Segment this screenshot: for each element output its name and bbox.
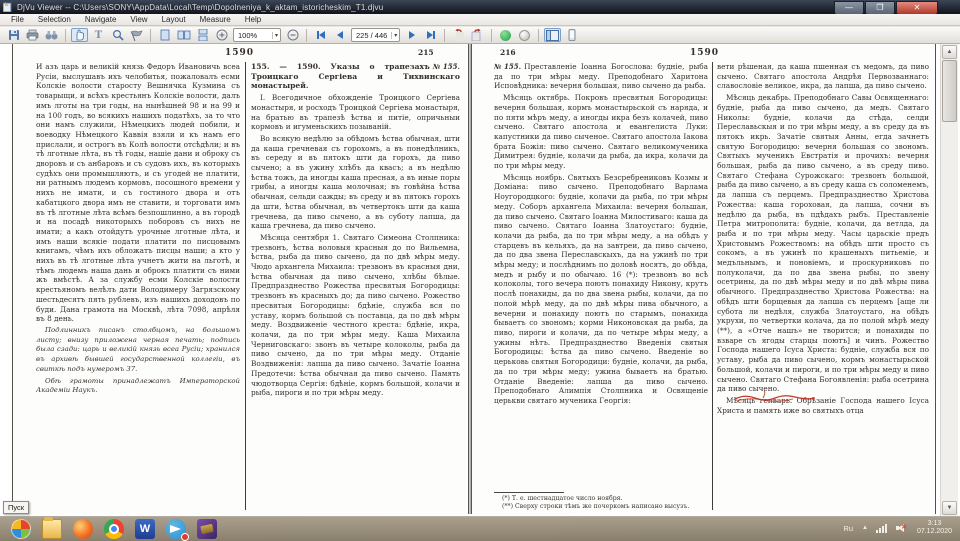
scan-paragraph: Мѣсяць декабрь. Преподобнаго Савы Освященнаго: будніе, рыба да пиво сычено, да медъ. Святаго Николы: будніе, колачи да стѣда, селди Переславьскыя и по три мѣры меду, а въ среду да въ пятокъ икрь. Зачатіе святыя Анны, егда зачнетъ святую Богородицю: вечерня большая со звономъ. Святыхъ мученикъ Евстратія и прочихъ: вечерня большая, рыба да пиво сычено, а въ среду пиво. Святаго Стефана Сурожскаго: трезвонъ большой, рыба да пиво сычено, а въ среду каша съ соломенемъ, да лапша съ перцемъ. Предпразднество Христова Рожества: каша гороховая, да лапша, сочни въ недѣлю да рыба, въ пдѣдахъ рыбъ. Преставленіе Петра митрополита: будніе, колачи, да ветлда, да рыба и по три мѣры меду. Часы царьскіе предъ Христовымъ Рожествомъ: на обѣдъ шти просто съ сокомъ, а въ ужинѣ по крашеныхъ питьеміе, и медъльнымъ, и поновіемъ, и проскурниковъ по полуколачи, да по два звена рыбы, по звену осетрины, да по двѣ мѣры меду и по двѣ мѣры пива обычного. Предпразднество Христова Рожества: на обѣдъ шти борщевыя да лапша съ перцемъ [аще ли субота ли недѣля, служба Златоустаго, на обѣдъ укрухи, по четвертки колача, да по полой мѣрѣ меду (**), а «Отче нашъ» не творится; и понахиды по взваре съ ягоды старцы поютъ] и чинъ. Рожество Господа нашего Ісуса Христа: будніе, служба вся по уставу, рыба да пиво сычено, кормъ монастырьской большой, колачи и пироги, и по три мѣры меду и пиво сычено. Святаго Стефана Богоявленія: рыба осетрина да пиво сычено. xyxy=(717,93,929,394)
scan-paragraph: вети рѣшеная, да каша пшенная съ медомъ, да пиво сычено. Святаго апостола Андрѣя Первозваннаго: славословіе великое, икра, да лапша, да пиво сычено. xyxy=(717,62,929,91)
right-page-number: 216 xyxy=(500,48,516,57)
scan-paragraph: Мѣсяць октябрь. Покровъ пресвятыя Богородицы: вечерня большая, кормъ монастырьской съ наряда, и по пяти мѣръ меду, а иногды икра безъ колачей, пиво сычено. Святаго апостола и евангелиста Луки: капустники да пиво сыченое. Святаго апостола Іакова брата Божія: пиво сычено. Святаго великомученика Димитрея: будніе, колачи да рыба, да икра, колачи да по три мѣры меду. xyxy=(494,93,708,171)
previous-page-button[interactable] xyxy=(331,28,348,42)
scan-source-note: Подлинникъ писанъ столбцомъ, на большомъ листу; внизу приложена черная печать; подпись была сзади: царь и великій князь всеа Русіи; хранился въ архивѣ бывшей государственной коллегіи, въ свиткѣ подъ нумеромъ 37. xyxy=(36,325,240,373)
scan-paragraph: И азъ царь и великій князь Федоръ Ивановичь всеа Русіи, выслушавъ ихъ челобитья, пожаловалъ есми Колскіе волости старосту Вешнячка Кузмина съ товарыщи, и всѣхъ крестьянъ Колскіе волости, далъ имъ лготы на три годы, на нынѣшней 98 и на 99 и на 100 годъ, во всякихъ нашихъ податѣхъ, за то что они намъ служили, Нѣмецкихъ людей побили, и воеводку Нѣмецкого Каввія взяли и къ намъ его прислали, и острогъ въ Колѣ волости отсѣдѣли; и въ тѣ лготные лѣта, въ тѣ годы, нашіе дани и оброку съ дворовъ и съ анбаровъ и съ судовъ ихъ, въ которыхъ судѣхъ они промышляютъ, и съ угодей не платити, ни ратнымъ людемъ кормовъ, посошного времени у нихъ не имати, и съ гостиного двора и отъ кабатцкого двора имъ не ставити, и торговати имъ въ тѣ лготные лѣта всѣмъ безпошлинно, а въ городѣ и на посадѣ никоторыхъ поборовъ съ нихъ не имати; а какъ отойдутъ урочные лготные лѣта, и имъ наши всякіе подати платити по писцовымъ книгамъ, чѣмъ ихъ обложатъ писцы наши; а кто у нихъ въ тѣ лготные лѣта учнетъ жити на льготѣ, и тѣмъ людемъ наша дань и оброкъ платити съ ними жъ вмѣстѣ. А за службу есми Колскіе волости крестьяномъ велѣлъ дати Володимеру Загрязскому шестьдесятъ пять рублевъ, изъ нашихъ доходовъ по буди. Дана грамота на Москвѣ, лѣта 7098, апрѣля въ 8 день. xyxy=(36,62,240,324)
reader-mode-button[interactable] xyxy=(563,28,580,42)
search-binoculars-icon[interactable] xyxy=(43,28,60,42)
right-page-edge xyxy=(935,44,936,514)
network-signal-icon[interactable] xyxy=(876,523,888,533)
menu-file[interactable]: File xyxy=(11,14,24,24)
document-number-margin: № 155. xyxy=(432,62,460,71)
scan-paragraph: Мѣсяца сентября 1. Святаго Симеона Столпника: трезвонъ, ѣства воловыя красныя до по Вильемна, ѣства, рыба да пиво сычено, да по двѣ мѣры меду. Чюдо архангела Михаила: трезвонъ въ красныя дни, ѣства обычная да пиво сычено, хлѣбы бѣлые. Предпразднество Рожества пресвятыя Богородицы: трезвонъ въ красныхъ до; да пиво сычено. Рожество пресвятыя Богородицы: бдѣніе, служба вся по уставу, кормъ большой съ поставца, да по двѣ мѣры меду. Воздвиженіе честного креста: бдѣніе, икра, колачи, да по три мѣры меду. Каша Михаила Черниговскаго: звонъ въ четыре колоколы, рыба да пиво сычено, да по три мѣры меду. Отданіе Воздвиженія: лапша да пиво сычено. Зачатіе Іоанна Предотечи: ѣства обычная да пиво сычено. Память чюдотворца Сергія: бдѣніе, кормъ большой, колачи и рыба, пироги и по три мѣры меду. xyxy=(251,232,460,398)
zoom-in-icon[interactable] xyxy=(213,28,230,42)
title-bar[interactable] xyxy=(0,0,960,14)
rotate-left-button[interactable] xyxy=(450,28,467,42)
menu-navigate[interactable]: Navigate xyxy=(84,14,117,24)
footnotes-block xyxy=(494,492,708,510)
firefox-icon[interactable] xyxy=(73,519,93,539)
scan-paragraph xyxy=(494,62,708,91)
text-tool-glyph: T xyxy=(94,29,103,41)
footnote: (**) Сверху строки тѣмъ же почеркомъ написано высузъ. xyxy=(502,502,690,510)
tray-time: 3:13 xyxy=(927,520,942,527)
word-icon[interactable]: W xyxy=(135,519,155,539)
toolbar-separator xyxy=(65,29,66,42)
snapshot-tool-button[interactable] xyxy=(128,28,145,42)
last-page-button[interactable] xyxy=(422,28,439,42)
layout-single-page-button[interactable] xyxy=(156,28,173,42)
toolbar-separator xyxy=(538,29,539,42)
sidebar-toggle-button[interactable] xyxy=(544,28,561,42)
zoom-level-value: 100% xyxy=(238,30,258,40)
scan-source-note: Обѣ грамоты принадлежатъ Императорской Академіи Наукъ. xyxy=(36,376,240,395)
telegram-plane-glyph xyxy=(170,525,181,533)
record-green-button[interactable] xyxy=(497,28,514,42)
document-heading xyxy=(251,62,460,91)
file-explorer-icon[interactable] xyxy=(42,519,62,539)
hand-pan-tool-button[interactable] xyxy=(71,28,88,42)
book-gutter xyxy=(468,44,472,514)
menu-measure[interactable]: Measure xyxy=(199,14,231,24)
vertical-scrollbar[interactable] xyxy=(940,44,958,516)
toolbar-separator xyxy=(491,29,492,42)
game-app-icon[interactable] xyxy=(197,519,217,539)
left-page-year-header: 1590 xyxy=(225,48,255,58)
zoom-out-icon[interactable] xyxy=(284,28,301,42)
mute-cross-glyph: ✕ xyxy=(901,524,907,531)
zoom-level-combo[interactable] xyxy=(233,28,281,42)
minimize-button[interactable]: — xyxy=(834,1,864,15)
taskbar xyxy=(0,516,960,541)
djvu-app-icon xyxy=(3,2,13,12)
scrollbar-thumb[interactable] xyxy=(942,60,957,122)
system-tray xyxy=(838,516,956,540)
chevron-down-icon[interactable]: ▾ xyxy=(391,32,397,39)
left-page-number: 215 xyxy=(418,48,434,57)
red-pen-annotation xyxy=(733,390,819,404)
document-heading-text: 155. — 1590. Указы о трапезахъ Троицкаго Сергіева и Тихвинскаго монастырей. xyxy=(251,62,460,91)
right-page-column-1 xyxy=(494,62,708,490)
scan-paragraph: I. Всегодичное обхожденіе Троицкого Сергіева монастыря, и росходъ Троицкой Сергіева монастыря, на братью въ трапезѣ ѣства и питіе, опричьныи кормовъ и игуменьскихъ позываній. xyxy=(251,93,460,132)
page-number-combo[interactable] xyxy=(351,28,400,42)
start-button-tooltip: Пуск xyxy=(3,501,29,514)
toolbar-separator xyxy=(306,29,307,42)
page-number-value: 225 / 446 xyxy=(356,30,388,40)
scan-paragraph: Мѣсяць ноябрь. Святыхъ Безсребрениковъ Козмы и Доміана: пиво сычено. Преподобнаго Варлама Ноугородцкого: будніе, колачи да рыба, по три мѣры меду. Соборъ архангела Михаила: вечерня большая, да пиво сычено. Святаго Іоанна Милостиваго: каша да пиво сычено. Святаго Іоанна Златоустаго: будніе, колачи да рыба, да по три мѣры меду, а на обѣдъ у старцевъ въ кельяхъ, да на завтреи, да пиво сычено, да по два звена Переславскыхъ, да на ужинѣ по три мѣры меду; и послѣднимъ по доловѣ носятъ, до обѣда, медъ и рыбу и по обычаю. 16 (*): трезвонъ во всѣ колоколы, того вечера поютъ понахиду Никону, крутъ послѣ понахиды, да по два звена рыбы, колачи, да по полой мѣрѣ меду, да по двѣ мѣры пива обычного, а вечерни и понахиду поютъ по старымъ, понахида бываетъ со звономъ; корми Никоновская да рыба, да пиво, пироги и колачи, да по четыре мѣры меду, а ужины нѣтъ. Предпразднество Введенія святыя Богородицы: ѣства да пиво сычено. Введеніе во церьковь святыя Богородици: будніе, колачи, да рыба, да по три мѣры меду; ужина бываетъ на братью. Отданіе Введеніе: лапша да пиво сычено. Преподобнаго Алимпія Столпника и Освященіе церькви святаго мученика Георгія: xyxy=(494,172,708,405)
close-button[interactable]: ✕ xyxy=(896,1,938,15)
toolbar-separator xyxy=(444,29,445,42)
right-page-column-2 xyxy=(717,62,929,510)
left-page-column-2 xyxy=(251,62,460,510)
right-page-year-header: 1590 xyxy=(690,48,720,58)
stop-gray-button[interactable] xyxy=(516,28,533,42)
scroll-down-arrow[interactable]: ▼ xyxy=(942,501,957,515)
volume-muted-icon[interactable] xyxy=(896,523,907,533)
menu-selection[interactable]: Selection xyxy=(37,14,71,24)
menu-bar xyxy=(0,14,960,26)
window-controls xyxy=(833,1,938,15)
scan-paragraph: Мѣсяць генварь. Обрѣзаніе Господа нашего Ісуса Христа и память иже во святыхъ отца xyxy=(717,395,929,415)
chevron-down-icon[interactable]: ▾ xyxy=(272,32,278,39)
telegram-icon[interactable] xyxy=(166,519,186,539)
next-page-button[interactable] xyxy=(403,28,420,42)
language-indicator[interactable]: Ru xyxy=(843,523,853,533)
document-area[interactable] xyxy=(0,44,960,516)
hidden-icons-arrow[interactable]: ▲ xyxy=(862,525,868,531)
column-rule xyxy=(712,62,713,510)
zoom-tool-button[interactable] xyxy=(109,28,126,42)
scan-paragraph-text: Преставленіе Іоанна Богослова: будніе, рыба да по три мѣры меду. Преподобнаго Харитона Исповѣдника: вечерня большая, пиво сычено да рыба. xyxy=(494,62,708,91)
maximize-button[interactable]: ❐ xyxy=(865,1,895,15)
tray-date: 07.12.2020 xyxy=(916,528,952,535)
menu-layout[interactable]: Layout xyxy=(161,14,186,24)
layout-facing-pages-button[interactable] xyxy=(175,28,192,42)
first-page-button[interactable] xyxy=(312,28,329,42)
menu-help[interactable]: Help xyxy=(244,14,262,24)
left-page-column-1 xyxy=(36,62,240,510)
menu-view[interactable]: View xyxy=(130,14,148,24)
print-button[interactable] xyxy=(24,28,41,42)
window-title: DjVu Viewer -- C:\Users\SONY\AppData\Local\Temp\Dopolneniya_k_aktam_istoricheskim_T1.djvu xyxy=(17,2,384,12)
column-rule xyxy=(245,62,246,510)
start-button[interactable] xyxy=(11,519,31,539)
save-button[interactable] xyxy=(5,28,22,42)
scroll-up-arrow[interactable]: ▲ xyxy=(942,45,957,59)
text-select-tool-button[interactable] xyxy=(90,28,107,42)
clock[interactable] xyxy=(911,520,956,536)
document-number-margin: № 155. xyxy=(494,62,522,71)
toolbar xyxy=(0,27,960,44)
rotate-right-button[interactable] xyxy=(469,28,486,42)
scan-paragraph: Во всякую недѣлю за обѣдомъ ѣства обычная, шти да каша гречневая съ горохомъ, а въ понедѣлникъ, въ середу и въ пятокъ шти да горохъ, да пиво сычено; а въ ужину хлѣбъ да квасъ; а въ недѣлю ѣства тожъ, да иногды каша пресная, а въ иные поры грибы, а иногды каша молочная; въ говѣйна ѣства обычная, сельди сажды; въ среду и въ пятокъ горохъ да шти, ѣства обычная, въ четвертокъ шти да каша гречнева, да пиво сычено, а въ суботу лапша, да каша гречнева, да пиво сычено. xyxy=(251,133,460,231)
footnote: (*) Т. е. шестнадцатое число ноября. xyxy=(502,495,623,502)
toolbar-separator xyxy=(150,29,151,42)
left-page-edge xyxy=(12,44,13,514)
chrome-icon[interactable] xyxy=(104,519,124,539)
layout-continuous-button[interactable] xyxy=(194,28,211,42)
